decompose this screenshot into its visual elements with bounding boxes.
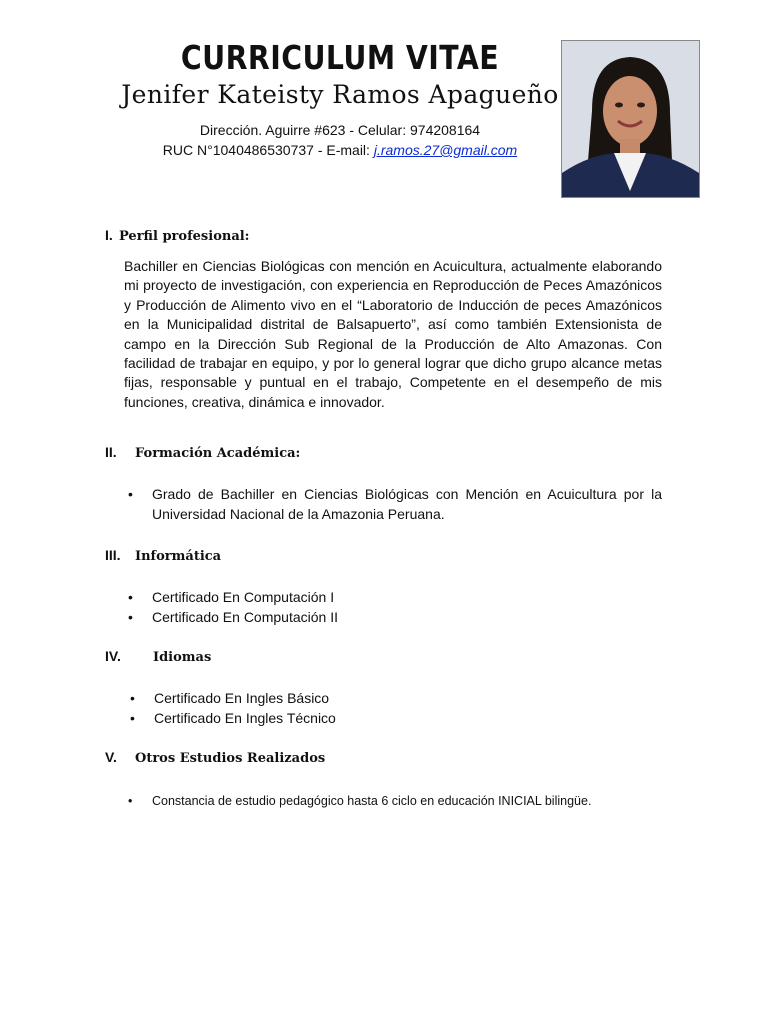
section-heading-perfil [105, 227, 249, 244]
section-heading-idiomas [105, 648, 211, 665]
contact-ruc-email [120, 142, 560, 158]
formacion-list [128, 484, 662, 524]
portrait-illustration [562, 41, 699, 197]
profile-photo [561, 40, 700, 198]
section-title: Otros Estudios Realizados [135, 751, 326, 766]
list-item: • Constancia de estudio pedagógico hasta 6 ciclo en educación INICIAL bilingüe. [128, 791, 668, 811]
contact-address-phone: Dirección. Aguirre #623 - Celular: 974208164 [199, 122, 481, 138]
section-title: Informática [135, 549, 222, 564]
section-title: Idiomas [153, 650, 212, 665]
informatica-list [128, 587, 628, 627]
bullet-icon: • [130, 710, 135, 726]
list-item: • Certificado En Computación II [128, 609, 338, 625]
applicant-name: Jenifer Kateisty Ramos Apagueño [121, 80, 559, 109]
section-number: II. [105, 444, 117, 460]
section-title: Formación Académica: [135, 446, 301, 461]
section-title: Perfil profesional: [119, 229, 250, 244]
bullet-icon: • [128, 589, 133, 605]
list-item: • Grado de Bachiller en Ciencias Biológicas con Mención en Acuicultura por la Universidad Nacional de la Amazonia Peruana. [128, 486, 662, 522]
bullet-icon: • [128, 794, 133, 808]
perfil-paragraph: Bachiller en Ciencias Biológicas con mención en Acuicultura, actualmente elaborando mi proyecto de investigación, con experiencia en Reproducción de Peces Amazónicos y Producción de Alimento vivo en el “Laboratorio de Inducción de peces Amazónicos en la Municipalidad distrital de Balsapuerto”, así como también Extensionista de campo en la Dirección Sub Regional de la Producción de Alto Amazonas. Con facilidad de trabajar en equipo, y por lo general lograr que dicho grupo alcance metas fijas, responsable y puntual en el trabajo, Competente en el desempeño de mis funciones, creativa, dinámica e innovador. [124, 258, 662, 410]
ruc-label: RUC N°1040486530737 - E-mail: [162, 142, 374, 158]
section-number: IV. [105, 648, 121, 664]
list-item: • Certificado En Computación I [128, 589, 335, 605]
email-link[interactable]: j.ramos.27@gmail.com [373, 142, 518, 158]
section-heading-informatica [105, 547, 221, 564]
section-number: III. [105, 547, 121, 563]
bullet-icon: • [128, 609, 133, 625]
cv-title: CURRICULUM VITAE [180, 38, 500, 77]
idiomas-list [130, 688, 630, 728]
list-item: • Certificado En Ingles Técnico [130, 710, 336, 726]
bullet-icon: • [130, 690, 135, 706]
otros-list [128, 791, 668, 811]
section-number: I. [105, 227, 113, 243]
section-heading-otros [105, 749, 325, 766]
list-item: • Certificado En Ingles Básico [130, 690, 330, 706]
section-number: V. [105, 749, 117, 765]
section-heading-formacion [105, 444, 300, 461]
bullet-icon: • [128, 486, 133, 502]
